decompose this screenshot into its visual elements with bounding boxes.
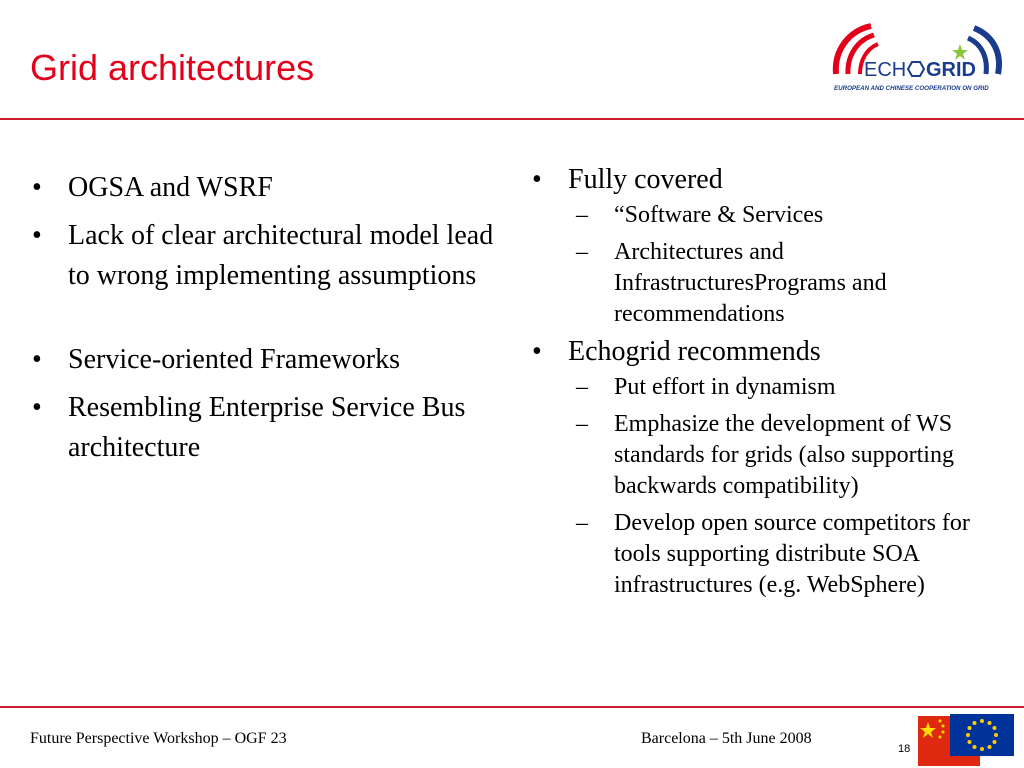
- sub-bullet-item: [528, 508, 998, 601]
- sub-bullet-item: [528, 200, 998, 231]
- sub-bullet-item: [528, 237, 998, 330]
- bullet-icon: •: [32, 392, 42, 423]
- right-bullet-item: [528, 164, 998, 330]
- sub-bullet-text: Put effort in dynamism: [614, 374, 836, 400]
- footer-location-date: Barcelona – 5th June 2008: [641, 730, 812, 747]
- right-bullet-item: [528, 336, 998, 601]
- header-divider: [0, 118, 1024, 120]
- dash-icon: –: [576, 411, 588, 437]
- left-bullet-text: Lack of clear architectural model lead to wrong implementing assumptions: [68, 220, 494, 291]
- eu-flag-icon: [950, 714, 1014, 756]
- logo-wordmark-left: ECH: [864, 59, 907, 81]
- sub-bullet-item: [528, 372, 998, 403]
- bullet-icon: •: [532, 336, 542, 367]
- dash-icon: –: [576, 510, 588, 536]
- bullet-icon: •: [532, 164, 542, 195]
- footer-divider: [0, 706, 1024, 708]
- right-bullet-list: [528, 164, 998, 601]
- bullet-icon: •: [32, 220, 42, 251]
- left-bullet-item: [28, 168, 508, 208]
- echogrid-logo: [826, 16, 1012, 100]
- slide-title: Grid architectures: [30, 47, 315, 88]
- sub-bullet-item: [528, 409, 998, 502]
- page-number: 18: [898, 743, 911, 755]
- left-bullet-text: Service-oriented Frameworks: [68, 344, 400, 375]
- logo-tagline: EUROPEAN AND CHINESE COOPERATION ON GRID: [834, 85, 989, 92]
- dash-icon: –: [576, 202, 588, 228]
- left-column: [28, 168, 508, 476]
- sub-bullet-text: “Software & Services: [614, 202, 824, 228]
- sub-bullet-text: Architectures and InfrastructuresPrograms and recommendations: [614, 239, 887, 327]
- sub-bullet-list: [568, 200, 998, 330]
- right-bullet-text: Fully covered: [568, 164, 723, 195]
- left-bullet-text: OGSA and WSRF: [68, 172, 273, 203]
- bullet-icon: •: [32, 172, 42, 203]
- dash-icon: –: [576, 374, 588, 400]
- left-bullet-item: [28, 388, 508, 468]
- footer-event: Future Perspective Workshop – OGF 23: [30, 730, 287, 747]
- right-column: [528, 164, 998, 607]
- left-bullet-list: [28, 168, 508, 468]
- logo-wordmark-right: GRID: [926, 59, 976, 81]
- left-bullet-item: [28, 216, 508, 296]
- bullet-icon: •: [32, 344, 42, 375]
- right-bullet-text: Echogrid recommends: [568, 336, 821, 367]
- sub-bullet-list: [568, 372, 998, 601]
- sub-bullet-text: Develop open source competitors for tools supporting distribute SOA infrastructures (e.g. WebSphere): [614, 510, 970, 598]
- dash-icon: –: [576, 239, 588, 265]
- left-bullet-text: Resembling Enterprise Service Bus architecture: [68, 392, 466, 463]
- sub-bullet-text: Emphasize the development of WS standards for grids (also supporting backwards compatibility): [614, 411, 954, 499]
- left-bullet-item: [28, 340, 508, 380]
